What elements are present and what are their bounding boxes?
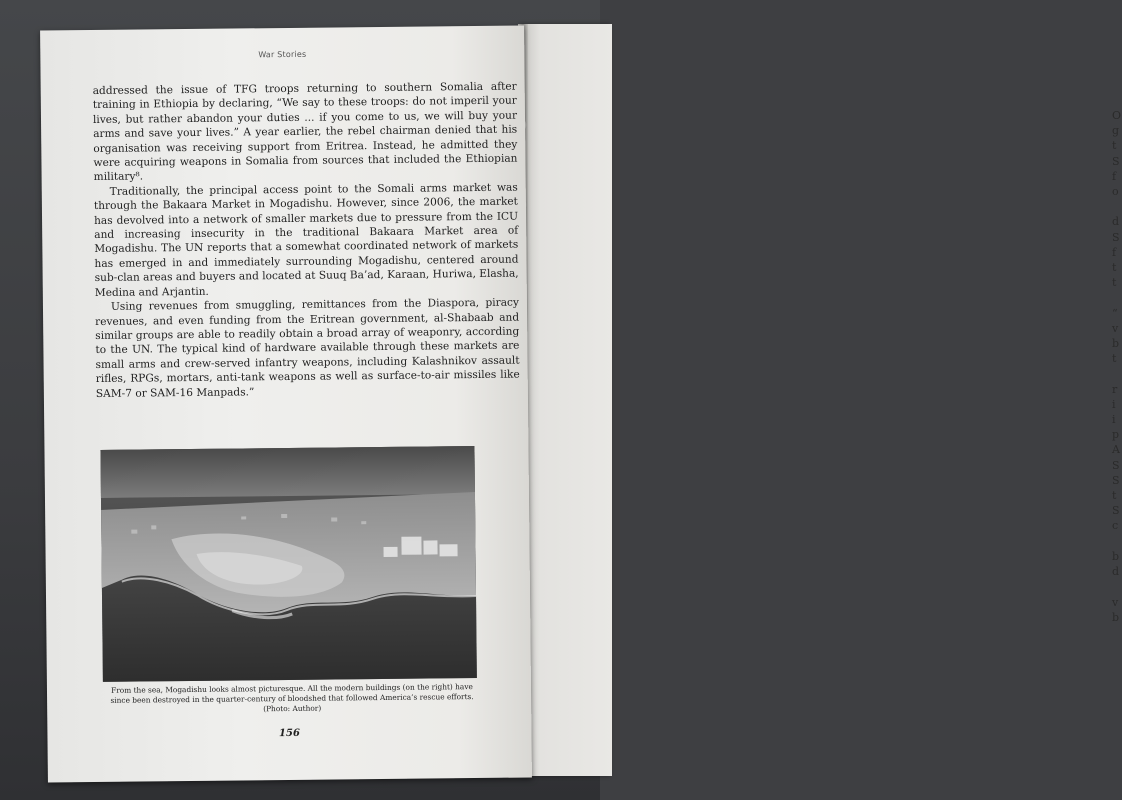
paragraph: Traditionally, the principal access point to the Somali arms market was through the Bakaara Market in Mogadishu. However, since 2006, the market has devolved into a network of smaller markets due to pressure from the ICU and increasing insecurity in the traditional Bakaara Market area of Mogadishu. The UN reports that a somewhat coordinated network of markets has emerged in and immediately surrounding Mogadishu, centered around sub-clan areas and buyers and located at Suuq Ba’ad, Karaan, Huriwa, Elasha, Medina and Arjantin. [93,181,519,299]
photo-caption: From the sea, Mogadishu looks almost picturesque. All the modern buildings (on the right) have since been destroyed in the quarter-century of bloodshed that followed America’s rescue efforts. (Photo: Author) [110,682,474,714]
facing-page-text-edge: O g t S f o d S f t t “ v b t r i i p A S S t S c b d v b [1112,109,1122,624]
facing-page [522,24,1122,776]
page-number: 156 [278,727,300,740]
running-head: War Stories [258,49,307,60]
paragraph: Using revenues from smuggling, remittances from the Diaspora, piracy revenues, and even funding from the Eritrean government, al-Shabaab and similar groups are able to readily obtain a broad array of weaponry, according to the UN. The typical kind of hardware available through these markets are small arms and crew-served infantry weapons, including Kalashnikov assault rifles, RPGs, mortars, anti-tank weapons as well as surface-to-air missiles like SAM-7 or SAM-16 Manpads.” [95,296,520,400]
paragraph: addressed the issue of TFG troops returning to southern Somalia after training in Ethiopia by declaring, “We say to these troops: do not imperil your lives, but rather abandon your duties ... if you come to us, we will buy your arms and save your lives.” A year earlier, the rebel chairman denied that his organisation was receiving support from Eritrea. Instead, he admitted they were acquiring weapons in Somalia from sources that included the Ethiopian military⁸. [92,80,518,184]
book-page [40,25,532,782]
body-text [93,80,520,401]
aerial-photo-mogadishu [100,446,476,682]
